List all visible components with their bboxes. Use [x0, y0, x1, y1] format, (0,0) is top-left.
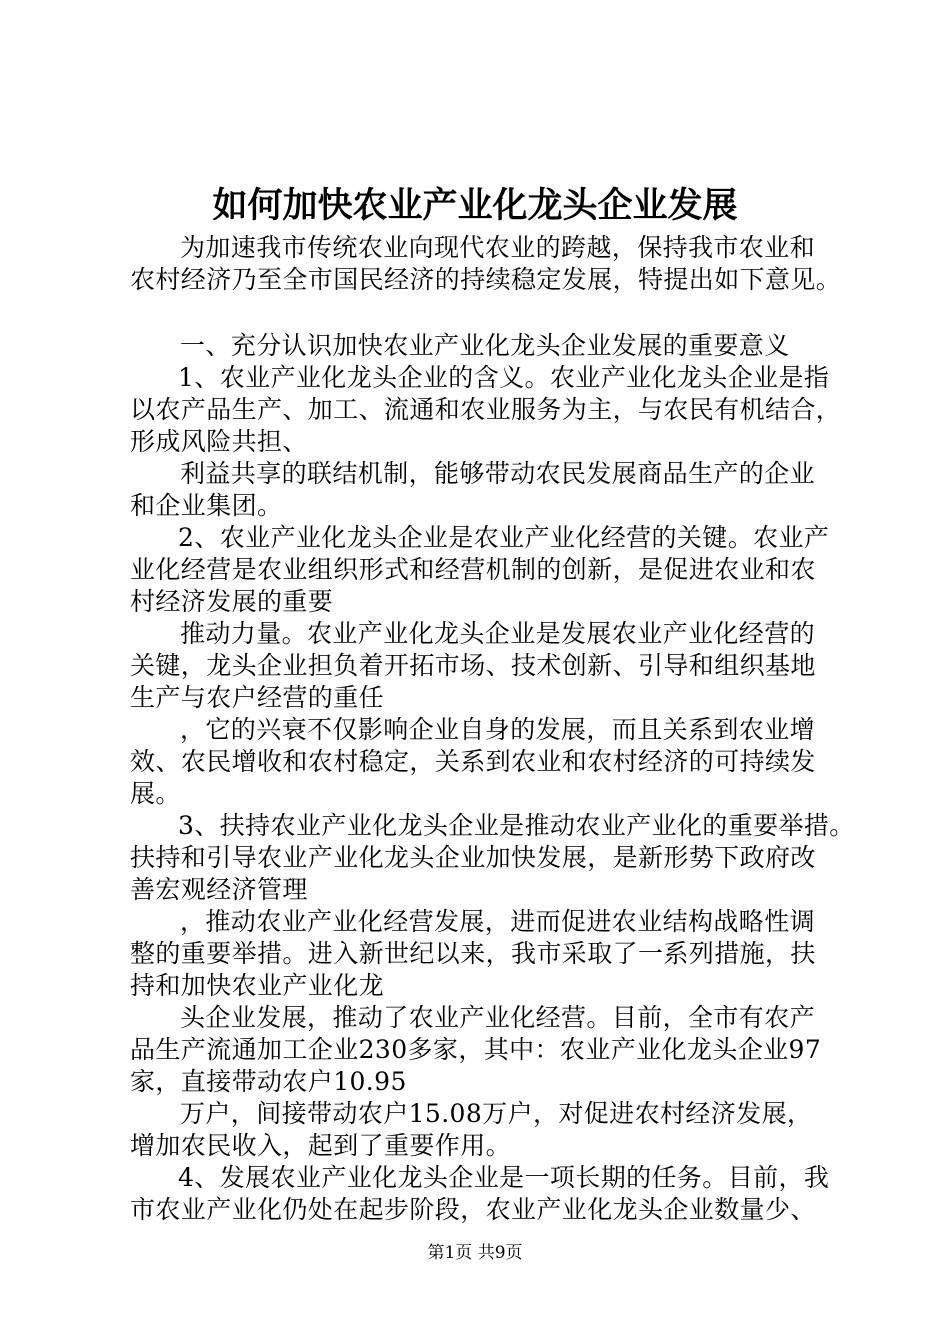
paragraph-line: 业化经营是农业组织形式和经营机制的创新，是促进农业和农 — [130, 555, 816, 584]
paragraph-line: 整的重要举措。进入新世纪以来，我市采取了一系列措施，扶 — [130, 939, 816, 968]
paragraph-line: 持和加快农业产业化龙 — [130, 971, 385, 1000]
paragraph-line: 农村经济乃至全市国民经济的持续稳定发展，特提出如下意见。 — [130, 265, 842, 294]
section-heading: 一、充分认识加快农业产业化龙头企业发展的重要意义 — [180, 331, 790, 360]
paragraph-line: 推动力量。农业产业化龙头企业是发展农业产业化经营的 — [180, 619, 816, 648]
paragraph-line: 生产与农户经营的重任 — [130, 683, 385, 712]
paragraph-line: 4、发展农业产业化龙头企业是一项长期的任务。目前，我 — [178, 1163, 830, 1192]
paragraph-line: 市农业产业化仍处在起步阶段，农业产业化龙头企业数量少、 — [130, 1195, 816, 1224]
document-title: 如何加快农业产业化龙头企业发展 — [212, 185, 738, 226]
paragraph-line: 万户，间接带动农户15.08万户，对促进农村经济发展， — [180, 1099, 813, 1128]
paragraph-line: 为加速我市传统农业向现代农业的跨越，保持我市农业和 — [180, 233, 816, 262]
paragraph-line: 扶持和引导农业产业化龙头企业加快发展，是新形势下政府改 — [130, 843, 816, 872]
paragraph-line: 2、农业产业化龙头企业是农业产业化经营的关键。农业产 — [178, 523, 830, 552]
paragraph-line: 村经济发展的重要 — [130, 587, 334, 616]
paragraph-line: 头企业发展，推动了农业产业化经营。目前，全市有农产 — [180, 1003, 816, 1032]
paragraph-spacer — [130, 296, 836, 330]
paragraph-line: ，推动农业产业化经营发展，进而促进农业结构战略性调 — [180, 907, 816, 936]
paragraph-line: 展。 — [130, 779, 181, 808]
paragraph-line: 善宏观经济管理 — [130, 875, 308, 904]
paragraph-line: 和企业集团。 — [130, 491, 283, 520]
paragraph-line: 增加农民收入，起到了重要作用。 — [130, 1131, 512, 1160]
page-number-footer: 第1页 共9页 — [427, 1243, 523, 1263]
paragraph-line: 形成风险共担、 — [130, 427, 308, 456]
paragraph-line: 3、扶持农业产业化龙头企业是推动农业产业化的重要举措。 — [178, 811, 855, 840]
paragraph-line: 利益共享的联结机制，能够带动农民发展商品生产的企业 — [180, 459, 816, 488]
paragraph-line: 家，直接带动农户10.95 — [130, 1067, 407, 1096]
paragraph-line: 关键，龙头企业担负着开拓市场、技术创新、引导和组织基地 — [130, 651, 816, 680]
paragraph-line: ，它的兴衰不仅影响企业自身的发展，而且关系到农业增 — [180, 715, 816, 744]
paragraph-line: 以农产品生产、加工、流通和农业服务为主，与农民有机结合， — [130, 395, 842, 424]
paragraph-line: 1、农业产业化龙头企业的含义。农业产业化龙头企业是指 — [178, 363, 830, 392]
document-body — [130, 232, 855, 1226]
paragraph-line: 品生产流通加工企业230多家，其中：农业产业化龙头企业97 — [130, 1035, 822, 1064]
paragraph-line: 效、农民增收和农村稳定，关系到农业和农村经济的可持续发 — [130, 747, 816, 776]
